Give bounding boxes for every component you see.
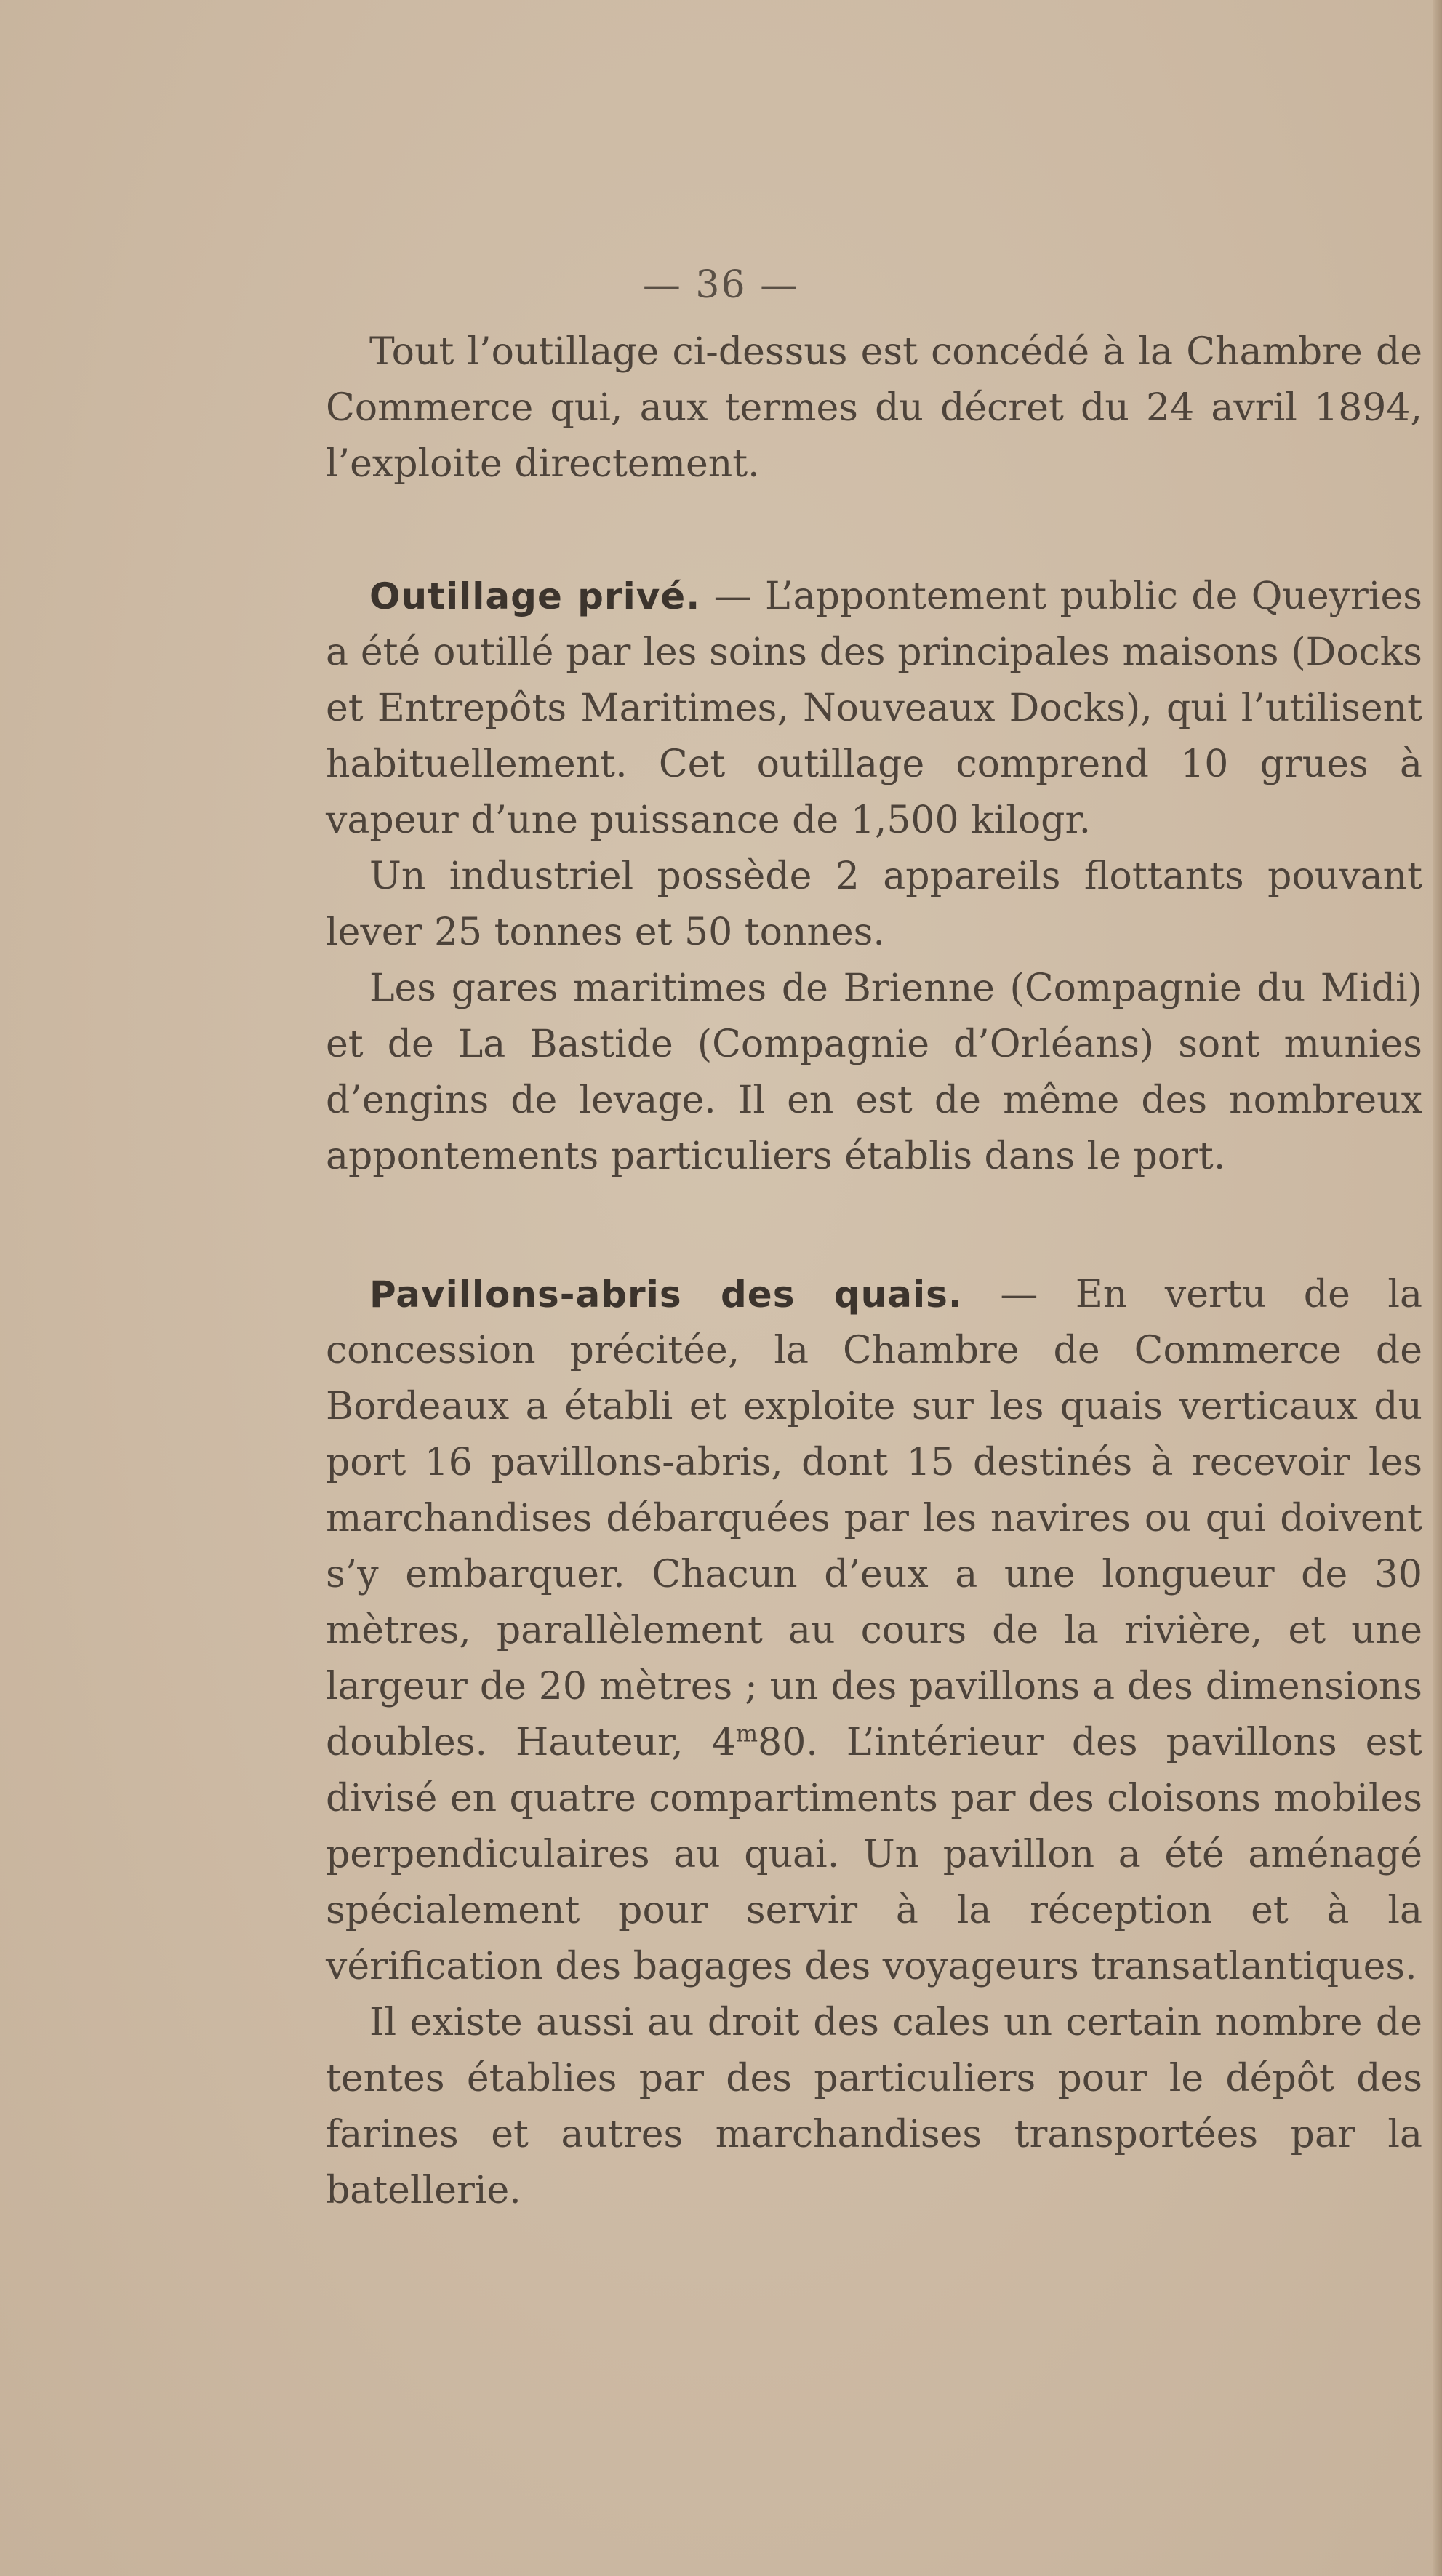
paragraph-outillage	[326, 569, 1422, 849]
page-number: — 36 —	[642, 263, 800, 307]
paragraph-pavillons-text-start: — En vertu de la concession précitée, la Chambre de Commerce de Bordeaux a établi et exploite sur les quais verticaux du port 16 pavillons-abris, dont 15 destinés à recevoir les marchandises débarquées par les navires ou qui doivent s’y embarquer. Chacun d’eux a une longueur de 30 mètres, parallèlement au cours de la rivière, et une largeur de 20 mètres ; un des pavillons a des dimensions doubles. Hauteur, 4	[326, 1273, 1422, 1764]
section-title-pavillons: Pavillons-abris des quais.	[369, 1273, 963, 1316]
intro-section	[326, 324, 1422, 492]
paragraph-tentes: Il existe aussi au droit des cales un certain nombre de tentes établies par des particuliers pour le dépôt des farines et autres marchandises transportées par la batellerie.	[326, 2001, 1422, 2212]
page-edge	[1433, 0, 1442, 2576]
paragraph-intro: Tout l’outillage ci-dessus est concédé à la Chambre de Commerce qui, aux termes du décret du 24 avril 1894, l’exploite directement.	[326, 330, 1422, 486]
pavillons-section	[326, 1267, 1422, 2219]
paragraph-gares: Les gares maritimes de Brienne (Compagnie du Midi) et de La Bastide (Compagnie d’Orléans) sont munies d’engins de levage. Il en est de même des nombreux appontements particuliers établis dans le port.	[326, 967, 1422, 1178]
paragraph-industriel: Un industriel possède 2 appareils flottants pouvant lever 25 tonnes et 50 tonnes.	[326, 855, 1422, 954]
outillage-prive-section	[326, 569, 1422, 1185]
paragraph-pavillons-text-end: 80. L’intérieur des pavillons est divisé en quatre compartiments par des cloisons mobiles perpendiculaires au quai. Un pavillon a été aménagé spécialement pour servir à la réception et à la vérification des bagages des voyageurs transatlantiques.	[326, 1721, 1423, 1988]
paragraph-outillage-text: — L’appontement public de Queyries a été outillé par les soins des principales maisons (Docks et Entrepôts Maritimes, Nouveaux Docks), qui l’utilisent habituellement. Cet outillage comprend 10 grues à vapeur d’une puissance de 1,500 kilogr.	[326, 575, 1422, 842]
section-title-outillage: Outillage privé.	[369, 575, 701, 617]
unit-superscript: m	[735, 1719, 758, 1748]
paragraph-pavillons	[326, 1267, 1422, 1995]
